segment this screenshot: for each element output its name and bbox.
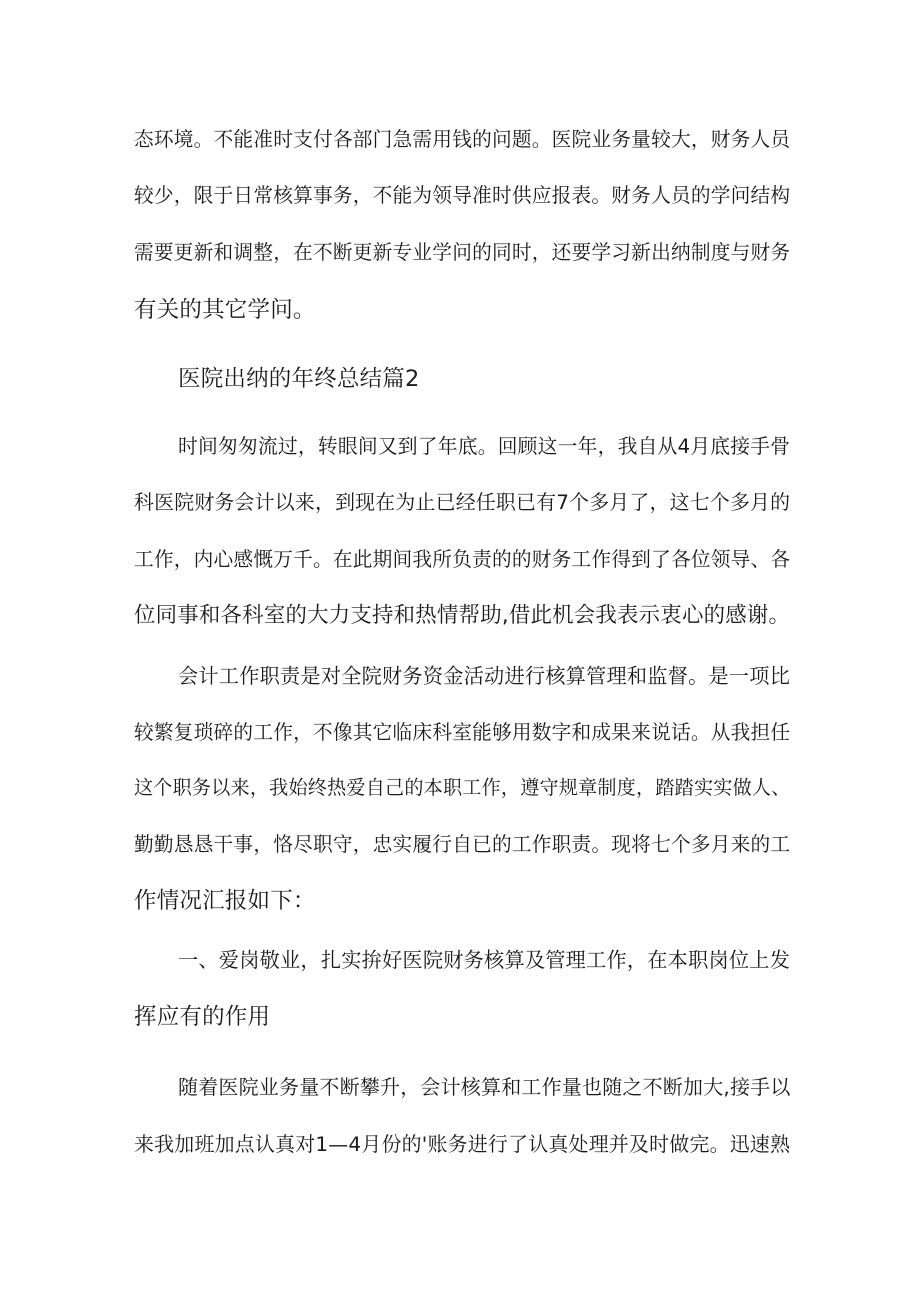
paragraph-line: 态环境。不能准时支付各部门急需用钱的问题。医院业务量较大，财务人员 — [134, 128, 791, 151]
paragraph-line: 时间匆匆流过，转眼间又到了年底。回顾这一年，我自从4月底接手骨 — [178, 435, 791, 458]
paragraph-line: 挥应有的作用 — [134, 1004, 271, 1030]
paragraph-line: 较繁复琐碎的工作，不像其它临床科室能够用数字和成果来说话。从我担任 — [134, 721, 791, 744]
paragraph-line: 这个职务以来，我始终热爱自己的本职工作，遵守规章制度，踏踏实实做人、 — [134, 776, 791, 799]
paragraph-line: 位同事和各科室的大力支持和热情帮助,借此机会我表示衷心的感谢。 — [134, 603, 791, 628]
paragraph-line: 勤勤恳恳干事，恪尽职守，忠实履行自已的工作职责。现将七个多月来的工 — [134, 833, 791, 856]
paragraph-line: 较少，限于日常核算事务，不能为领导准时供应报表。财务人员的学问结构 — [134, 184, 791, 207]
paragraph-line: 来我加班加点认真对1—4月份的'账务进行了认真处理并及时做完。迅速熟 — [134, 1132, 791, 1156]
section-heading: 医院出纳的年终总结篇2 — [178, 366, 420, 392]
paragraph-line: 有关的其它学问。 — [134, 297, 316, 323]
paragraph-line: 工作，内心感慨万千。在此期间我所负责的的财务工作得到了各位领导、各 — [134, 548, 791, 571]
paragraph-line: 作情况汇报如下： — [134, 888, 316, 914]
paragraph-line: 需要更新和调整，在不断更新专业学问的同时，还要学习新出纳制度与财务 — [134, 241, 791, 264]
paragraph-line: 一、爱岗敬业，扎实拚好医院财务核算及管理工作，在本职岗位上发 — [178, 948, 791, 972]
paragraph-line: 随着医院业务量不断攀升，会计核算和工作量也随之不断加大,接手以 — [178, 1075, 791, 1099]
paragraph-line: 会计工作职责是对全院财务资金活动进行核算管理和监督。是一项比 — [178, 664, 791, 688]
paragraph-line: 科医院财务会计以来，到现在为止已经任职已有7个多月了，这七个多月的 — [134, 491, 791, 514]
